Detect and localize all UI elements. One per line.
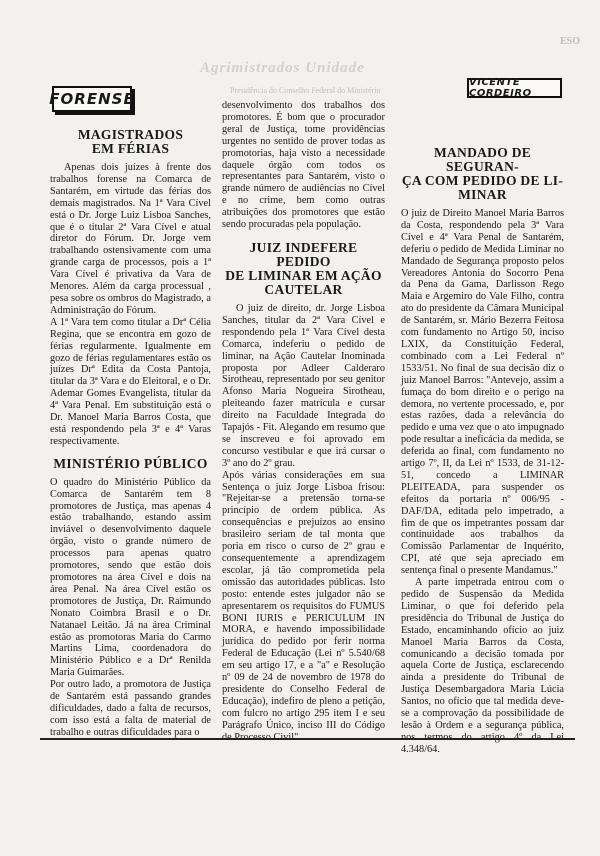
article-paragraph: O quadro do Ministério Público da Comarca de Santarém tem 8 promotores de Justiça, mas apenas 4 estão trabalhando, estando assim inviável o desenvolvimento daquele órgão, visto o grande número de processos para apenas quatro promotores, sendo que estão dois promotores na área Cível e dois na área Penal. Na área Cível estão os promotores de Justiça, Dr. Raimundo Nonato Coimbra Brasil e o Dr. Natanael Leitão. Já na área Criminal estão as promotoras Maria do Carmo Martins Lima, coordenadora do Ministério Público e a Drª Renilda Maria Guimarães. xyxy=(50,476,211,679)
article-paragraph: Após várias considerações em sua Sentença o juiz Jorge Lisboa frisou: "Rejeitar-se a pretensão torna-se princípio de ordem pública. As consequências e prejuízos ao ensino brasileiro seriam de tal monta que poria em risco o curso de 2º grau e consequentemente a aprendizagem escolar, já tão comprometida pela omissão das autoridades públicas. Isto posto: entende estes julgador não se apresentarem os requisitos do FUMUS BONI IURIS e PERICULUM IN MORA, e havendo impossibilidade jurídica do pedido por ferir norma Federal de Educação (Lei nº 5.540/68 em seu artigo 17, e a "a" e Resolução nº 09 de 24 de novembro de 1978 do presidente do Conselho Federal de Educação), indefiro de pleno a petição, com fulcro no artigo 295 item I e seu Parágrafo Único, inciso III do Código xyxy=(222,469,385,731)
author-box xyxy=(467,78,562,98)
bottom-rule xyxy=(40,738,575,740)
column-3 xyxy=(401,100,564,755)
bleed-through-right: ESO xyxy=(560,36,581,47)
section-tag: FORENSE xyxy=(49,90,135,108)
article-paragraph: Apenas dois juízes à frente dos trabalhos forense na Comarca de Santarém, em virtude das férias dos demais magistrados. Na 1ª Vara Cível está o Dr. Jorge Luiz Lisboa Sanches, que é o titular 2ª Vara Cível e atual diretor do Fórum. Dr. Jorge vem trabalhando ostensivamente com uma grande carga de processos, pois a 1ª Vara Cível é privativa da Vara de Menores. Além da carga processual , pesa sobre os ombros do Magistrado, a Administração do Fórum. xyxy=(50,162,211,316)
section-tag-box xyxy=(49,86,135,112)
column-2 xyxy=(222,100,385,736)
article-paragraph: desenvolvimento dos trabalhos dos promotores. É bom que o procurador geral de Justiça, tome providências urgentes no sentido de prover todas as promotorias, haja visto a necessidade daquele órgão com todos os representantes para Santarém, visto o grande número de audiências no Cível e no crime, bem como outras atribuições dos promotores que estão sendo procuradas pela população. xyxy=(222,100,385,231)
article-paragraph: A parte impetrada entrou com o pedido de Suspensão da Medida Liminar, o que foi deferido pela presidência do Tribunal de Justiça do Estado, encaminhando ofício ao juiz Manoel Maria Barros da Costa, comunicando a decisão tomada por aquela Corte de Justiça, esclarecendo ainda a presidente do Tribunal de Justiça Desembargadora Maria Lúcia Santos, no ofício que tal medida deve-se a comprovação da possibilidade de lesão à Ordem e a segurança pública, 4.348/64. xyxy=(401,577,564,755)
article-paragraph: O juiz de direito, dr. Jorge Lisboa Sanches, titular da 2ª Vara Cível e respondendo pela 1ª Vara Cível desta Comarca, indeferiu o pedido de liminar, na Ação Cautelar Inominada proposta por Adleer Calderaro Sirotheau, representado por seu genitor Afonso Maria Nogueira Sirotheau, pleiteando fazer matrícula e cursar direito na Faculdade Integrada do Tapajós - Fit. Alegando em resumo que se inscreveu e foi aprovado em concurso vestibular e que irá cursar o 3º ano do 2º grau. xyxy=(222,302,385,469)
headline-juiz: JUIZ INDEFERE PEDIDO DE LIMINAR EM AÇÃO CAUTELAR xyxy=(225,239,382,297)
headline-magistrados: MAGISTRADOS EM FÉRIAS xyxy=(77,127,184,156)
column-1 xyxy=(50,120,211,736)
article-paragraph: O juiz de Direito Manoel Maria Barros da Costa, respondendo pela 3ª Vara Cível e 4ª Vara Penal de Santarém, deferiu o pedido de Medida Liminar no Mandado de Segurança proposto pelos Vereadores Antonia do Socorro Pena da Pena da Gama, Darlisson Rego Maia e Argemiro do Vale Filho, contra ato do presidente da Câmara Municipal de Santarém, sr. Mário Bezerra Feitosa com fundamento no Artigo 50, inciso LXIX, da Constituição Federal, combinado com a Lei Federal nº 1533/51. No final de sua decisão diz o juiz Manoel Barros: "Antevejo, assim a fumaça do bom direito e o perigo na demora, no vertente processado, e, por estas razões, dada a relevância do pedido e uma vez que o ato impugnado pode resultar a ineficácia da medida, se deferida ao final, com fundamento no artigo 7º, II, da Lei nº 1533, de 31-12-51, concedo a LIMINAR PLEITEADA, para suspender os efeitos da portaria nº 006/95 - DAF/DA, editada pelo impetrado, a fim de que os impetrantes possam dar continuidade aos trabalhos da Comissão Parlamentar de Inquérito, CPI, até que seja apreciado em sentença final o presente Mandamus." xyxy=(401,208,564,577)
author-name: VICENTE CORDEIRO xyxy=(469,77,532,99)
headline-mandado: MANDADO DE SEGURAN- ÇA COM PEDIDO DE LI- MINAR xyxy=(401,145,564,202)
headline-ministerio: MINISTÉRIO PÚBLICO xyxy=(53,455,208,471)
bleed-through-title: Agrimistrados Unidade xyxy=(200,60,365,76)
bleed-through-subtitle: Presidência do Conselho Federal do Ministério xyxy=(230,86,381,95)
article-paragraph: A 1ª Vara tem como titular a Drª Célia Regina, que se encontra em gozo de férias regularmente. Igualmente em gozo de férias regulamentares estão os juízes Drª Edita da Costa Pantoja, titular da 3ª Vara e do Eleitoral, e o Dr. Ademar Gomes Evangelista, titular da 4ª Vara Penal. Em substituição está o Dr. Manoel Maria Barros Costa, que está respondendo pela 3ª e 4ª Varas respectivamente. xyxy=(50,316,211,447)
article-paragraph: Por outro lado, a promotora de Justiça de Santarém está passando grandes dificuldades, dado a falta de recursos, com isso está a falta de material de trabalho e outras dificuldades para o xyxy=(50,679,211,738)
